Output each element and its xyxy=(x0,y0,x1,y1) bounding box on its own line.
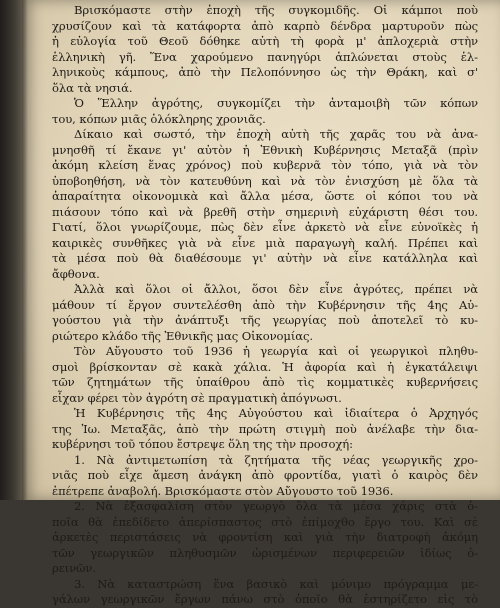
text-line: Ἀλλὰ καὶ ὅλοι οἱ ἄλλοι, ὅσοι δὲν εἶνε ἀγρότες, πρέπει νὰ xyxy=(74,282,478,296)
text-line: 1. Νὰ ἀντιμετωπίση τὰ ζητήματα τῆς νέας γεωργικῆς χρο- xyxy=(74,452,478,467)
text-line: Βρισκόμαστε στὴν ἐποχὴ τῆς συγκομιδῆς. Οἱ κάμποι ποὺ xyxy=(74,3,478,17)
text-line: χρυσίζουν καὶ τὰ κατάφορτα ἀπὸ καρπὸ δένδρα μαρτυροῦν πὼς xyxy=(52,18,478,33)
text-line: της Ἰω. Μεταξᾶς, ἀπὸ τὴν πρώτη στιγμὴ ποὺ ἀνέλαβε τὴν δια- xyxy=(52,421,478,436)
text-line: σμοὶ βρίσκονταν σὲ κακὰ χάλια. Ἡ ἀφορία καὶ ἡ ἐγκατάλειψι xyxy=(52,359,478,374)
text-line: 2. Νὰ ἐξασφαλίση στὸν γεωργὸ ὅλα τὰ μέσα χάρις στὰ ὁ- xyxy=(74,499,478,513)
text-line: τὰ μέσα ποὺ θὰ διαθέσουμε γι' αὐτὴν νὰ εἶνε κατάλληλα καὶ xyxy=(52,251,478,265)
text-line: τῶν γεωργικῶν πληθυσμῶν ὡρισμένων περιφερειῶν ἰδίως ὀ- xyxy=(52,545,478,560)
text-line: γάλων γεωργικῶν ἔργων πάνω στὸ ὁποῖο θὰ ἑστηρίζετο εἰς τὸ xyxy=(52,592,478,606)
text-line: τῶν ζητημάτων τῆς ὑπαίθρου ἀπὸ τὶς κομματικὲς κυβερνήσεις xyxy=(52,375,478,389)
text-line: ληνικοὺς κάμπους, ἀπὸ τὴν Πελοπόννησο ὡς τὴν Θράκη, καὶ σ' xyxy=(52,65,478,79)
text-line: Ἡ Κυβέρνησις τῆς 4ης Αὐγούστου καὶ ἰδιαίτερα ὁ Ἀρχηγός xyxy=(74,406,478,420)
text-line: κυβέρνησι τοῦ τόπου ἔστρεψε ὅλη της τὴν προσοχή: xyxy=(52,437,353,451)
text-line: ἀκόμη κλείση ἕνας χρόνος) ποὺ κυβερνᾶ τὸν τόπο, γιὰ νὰ τὸν xyxy=(52,158,478,172)
text-line: ἡ εὐλογία τοῦ Θεοῦ δόθηκε αὐτὴ τὴ φορὰ μ' ἀπλοχεριὰ στὴν xyxy=(52,34,478,48)
text-line: ἄφθονα. xyxy=(52,266,100,281)
text-line: Γιατί, ὅλοι γνωρίζουμε, πὼς δὲν εἶνε ἀρκετὸ νὰ εἶνε εὐνοϊκὲς ἡ xyxy=(52,220,478,234)
text-line: καιρικὲς συνθῆκες γιὰ νὰ εἶνε μιὰ παραγωγὴ καλή. Πρέπει καὶ xyxy=(52,235,478,250)
text-line: ὑποβοηθήση, νὰ τὸν κατευθύνη καὶ νὰ τὸν ἐνισχύση μὲ ὅλα τὰ xyxy=(52,173,478,188)
text-line: Τὸν Αὔγουστο τοῦ 1936 ἡ γεωργία καὶ οἱ γεωργικοὶ πληθυ- xyxy=(74,344,478,358)
book-page xyxy=(22,0,500,606)
text-line: γούστου γιὰ τὴν ἀνάπτυξι τῆς γεωργίας ποὺ ἀποτελεῖ τὸ κυ- xyxy=(52,313,478,327)
text-line: του, κόπων μιᾶς ὁλόκληρης χρονιᾶς. xyxy=(52,111,266,126)
text-line: ἑλληνικὴ γῆ. Ἕνα χαρούμενο πανηγύρι ἁπλώνεται στοὺς ἑλ- xyxy=(52,49,478,64)
text-line: Δίκαιο καὶ σωστό, τὴν ἐποχὴ αὐτὴ τῆς χαρᾶς του νὰ ἀνα- xyxy=(74,127,478,141)
text-line: ἀπαραίτητα οἰκονομικὰ καὶ ἄλλα μέσα, ὥστε οἱ κόποι του νὰ xyxy=(52,189,478,203)
text-line: εἶχαν φέρει τὸν ἀγρότη σὲ πραγματικὴ ἀπόγνωσι. xyxy=(52,390,342,405)
page-text-body xyxy=(52,3,478,608)
text-line: ριώτερο κλάδο τῆς Ἐθνικῆς μας Οἰκονομίας. xyxy=(52,328,313,343)
text-line: μνησθῆ τί ἔκανε γι' αὐτὸν ἡ Ἐθνικὴ Κυβέρνησις Μεταξᾶ (πρὶν xyxy=(52,142,478,157)
text-line: ρεινῶν. xyxy=(52,561,96,575)
text-line: νιᾶς ποὺ εἶχε ἄμεση ἀνάγκη ἀπὸ φροντίδα, γιατὶ ὁ καιρὸς δὲν xyxy=(52,468,478,482)
text-line: ὅλα τὰ νησιά. xyxy=(52,80,133,95)
book-spine-shadow xyxy=(0,0,22,500)
text-line: ἐπέτρεπε ἀναβολή. Βρισκόμαστε στὸν Αὔγουστο τοῦ 1936. xyxy=(52,483,394,498)
text-line: 3. Νὰ καταστρώση ἕνα βασικὸ καὶ μόνιμο πρόγραμμα με- xyxy=(74,576,478,591)
text-line: μάθουν τί ἔργον συντελέσθη ἀπὸ τὴν Κυβέρνησιν τῆς 4ης Αὐ- xyxy=(52,297,478,312)
text-line: ποῖα θὰ ἐπεδίδετο ἀπερίσπαστος στὸ ἐπίμοχθο ἔργο του. Καὶ σὲ xyxy=(52,514,478,529)
text-line: ἀρκετὲς περιστάσεις νὰ φροντίση καὶ γιὰ τὴν διατροφὴ ἀκόμη xyxy=(52,530,478,544)
text-line: Ὁ Ἕλλην ἀγρότης, συγκομίζει τὴν ἀνταμοιβὴ τῶν κόπων xyxy=(74,96,478,110)
text-line: πιάσουν τόπο καὶ νὰ βρεθῆ στὴν σημερινὴ εὐχάριστη θέσι του. xyxy=(52,204,478,219)
